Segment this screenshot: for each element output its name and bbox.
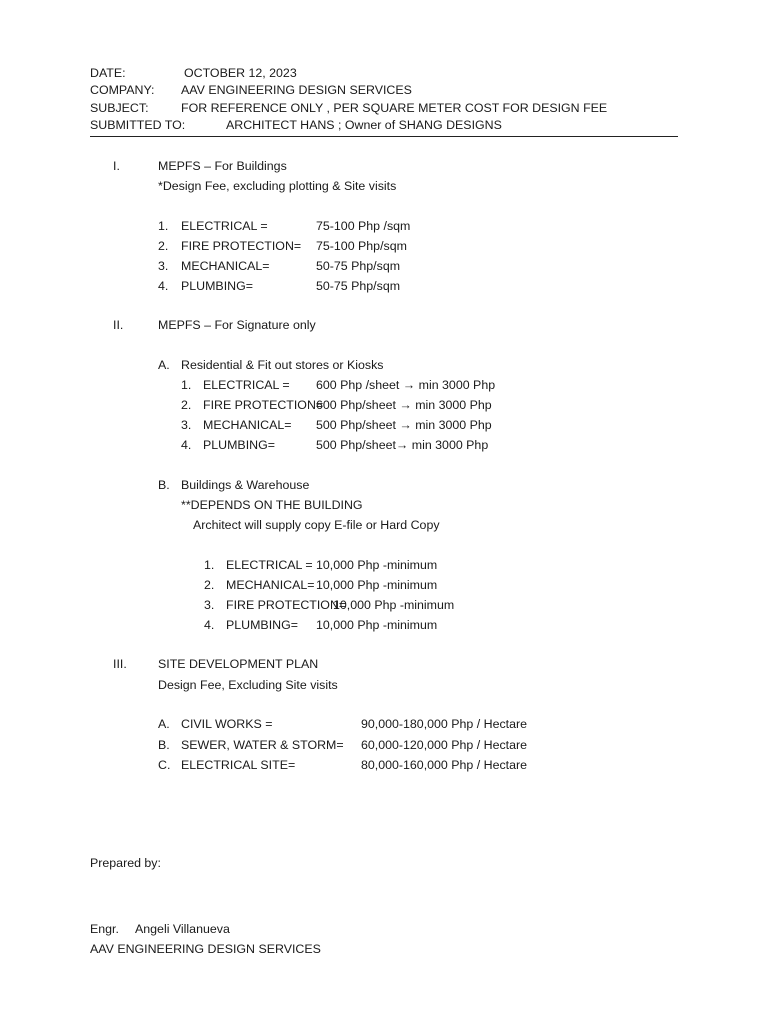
item-value: 10,000 Php -minimum bbox=[316, 578, 438, 592]
item-letter: B. bbox=[158, 738, 170, 752]
item-label: ELECTRICAL SITE= bbox=[181, 758, 296, 772]
item-value: 75-100 Php/sqm bbox=[316, 239, 407, 253]
subject-value: FOR REFERENCE ONLY , PER SQUARE METER COST FOR DESIGN FEE bbox=[181, 101, 608, 115]
section-title: SITE DEVELOPMENT PLAN bbox=[158, 657, 319, 671]
section-numeral: II. bbox=[113, 318, 124, 332]
item-letter: C. bbox=[158, 758, 171, 772]
subsection-letter: A. bbox=[158, 358, 170, 372]
item-label: MECHANICAL= bbox=[203, 418, 292, 432]
date-value: OCTOBER 12, 2023 bbox=[184, 66, 297, 80]
section-note: Design Fee, Excluding Site visits bbox=[158, 678, 338, 692]
section-title: MEPFS – For Buildings bbox=[158, 159, 287, 173]
subsection-letter: B. bbox=[158, 478, 170, 492]
item-number: 1. bbox=[181, 378, 192, 392]
item-number: 3. bbox=[158, 259, 169, 273]
item-number: 4. bbox=[158, 279, 169, 293]
item-value: 10,000 Php -minimum bbox=[333, 598, 455, 612]
item-number: 4. bbox=[181, 438, 192, 452]
date-label: DATE: bbox=[90, 66, 126, 80]
item-value: 500 Php/sheet → min 3000 Php bbox=[316, 418, 492, 432]
item-value: 600 Php/sheet → min 3000 Php bbox=[316, 398, 492, 412]
prepared-by-label: Prepared by: bbox=[90, 856, 161, 870]
item-number: 1. bbox=[158, 219, 169, 233]
section-numeral: III. bbox=[113, 657, 127, 671]
item-label: ELECTRICAL = bbox=[226, 558, 313, 572]
section-numeral: I. bbox=[113, 159, 120, 173]
item-label: MECHANICAL= bbox=[181, 259, 270, 273]
item-value: 50-75 Php/sqm bbox=[316, 259, 401, 273]
item-number: 2. bbox=[158, 239, 169, 253]
item-label: MECHANICAL= bbox=[226, 578, 315, 592]
item-label: FIRE PROTECTION= bbox=[181, 239, 302, 253]
item-letter: A. bbox=[158, 717, 170, 731]
signatory-title: Engr. bbox=[90, 922, 119, 936]
section-note: *Design Fee, excluding plotting & Site visits bbox=[158, 179, 397, 193]
item-value: 600 Php /sheet → min 3000 Php bbox=[316, 378, 496, 392]
company-value: AAV ENGINEERING DESIGN SERVICES bbox=[181, 83, 412, 97]
subsection-note: **DEPENDS ON THE BUILDING bbox=[181, 498, 363, 512]
item-label: PLUMBING= bbox=[226, 618, 298, 632]
item-number: 4. bbox=[204, 618, 215, 632]
item-label: PLUMBING= bbox=[203, 438, 275, 452]
subsection-title: Buildings & Warehouse bbox=[181, 478, 310, 492]
subject-label: SUBJECT: bbox=[90, 101, 149, 115]
item-value: 500 Php/sheet→ min 3000 Php bbox=[316, 438, 489, 452]
item-number: 2. bbox=[181, 398, 192, 412]
signatory-company: AAV ENGINEERING DESIGN SERVICES bbox=[90, 942, 321, 956]
item-value: 60,000-120,000 Php / Hectare bbox=[361, 738, 528, 752]
subsection-title: Residential & Fit out stores or Kiosks bbox=[181, 358, 384, 372]
item-label: PLUMBING= bbox=[181, 279, 253, 293]
item-label: CIVIL WORKS = bbox=[181, 717, 273, 731]
submitted-to-label: SUBMITTED TO: bbox=[90, 118, 186, 132]
item-value: 50-75 Php/sqm bbox=[316, 279, 401, 293]
signatory-name: Angeli Villanueva bbox=[135, 922, 230, 936]
item-label: FIRE PROTECTION= bbox=[203, 398, 324, 412]
item-value: 80,000-160,000 Php / Hectare bbox=[361, 758, 528, 772]
item-value: 10,000 Php -minimum bbox=[316, 558, 438, 572]
item-label: FIRE PROTECTION= bbox=[226, 598, 347, 612]
item-number: 3. bbox=[204, 598, 215, 612]
section-title: MEPFS – For Signature only bbox=[158, 318, 316, 332]
company-label: COMPANY: bbox=[90, 83, 155, 97]
item-label: SEWER, WATER & STORM= bbox=[181, 738, 344, 752]
submitted-to-value: ARCHITECT HANS ; Owner of SHANG DESIGNS bbox=[226, 118, 502, 132]
item-label: ELECTRICAL = bbox=[203, 378, 290, 392]
item-number: 2. bbox=[204, 578, 215, 592]
item-value: 10,000 Php -minimum bbox=[316, 618, 438, 632]
item-label: ELECTRICAL = bbox=[181, 219, 268, 233]
item-number: 1. bbox=[204, 558, 215, 572]
item-number: 3. bbox=[181, 418, 192, 432]
item-value: 75-100 Php /sqm bbox=[316, 219, 411, 233]
item-value: 90,000-180,000 Php / Hectare bbox=[361, 717, 528, 731]
header-divider bbox=[90, 136, 678, 137]
subsection-note: Architect will supply copy E-file or Hard Copy bbox=[193, 518, 440, 532]
